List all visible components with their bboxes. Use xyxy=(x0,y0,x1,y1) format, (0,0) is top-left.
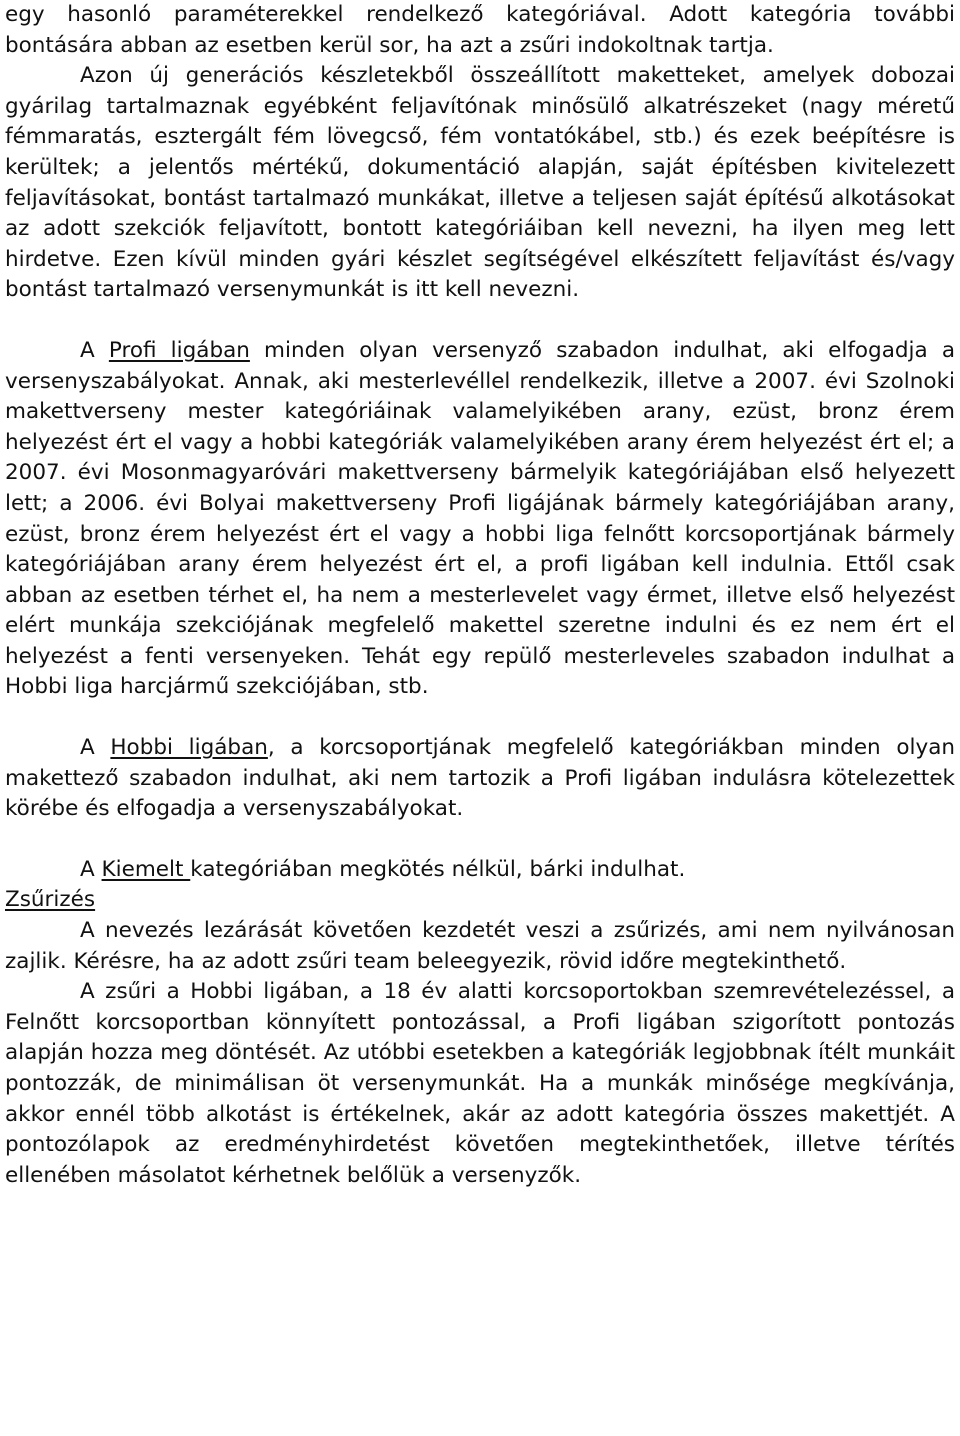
paragraph-category-split: egy hasonló paraméterekkel rendelkező kategóriával. Adott kategória további bontására abban az esetben kerül sor, ha azt a zsűri indokoltnak tartja. xyxy=(5,2,955,58)
kiemelt-category-term: Kiemelt xyxy=(101,856,191,882)
paragraph-judging-start: A nevezés lezárását követően kezdetét veszi a zsűrizés, ami nem nyilvánosan zajlik. Kérésre, ha az adott zsűri team beleegyezik, rövid időre megtekinthető. xyxy=(5,918,955,974)
paragraph-judging-method: A zsűri a Hobbi ligában, a 18 év alatti korcsoportokban szemrevételezéssel, a Felnőtt korcsoportban könnyített pontozással, a Profi ligában szigorított pontozás alapján hozza meg döntését. Az utóbbi esetekben a kategóriák legjobbnak ítélt munkáit pontozzák, de minimálisan öt versenymunkát. Ha a munkák minősége megkívánja, akkor ennél több alkotást is értékelnek, akár az adott kategória összes makettjét. A pontozólapok az eredményhirdetést követően megtekinthetőek, illetve térítés ellenében másolatot kérhetnek belőlük a versenyzők. xyxy=(5,979,955,1188)
hobbi-league-term: Hobbi ligában xyxy=(110,735,268,761)
paragraph-new-generation-kits: Azon új generációs készletekből összeállított maketteket, amelyek dobozai gyárilag tartalmaznak egyébként feljavítónak minősülő alkatrészeket (nagy méretű fémmaratás, esztergált fém lövegcső, fém vontatókábel, stb.) és ezek beépítésre is kerültek; a jelentős mértékű, dokumentáció alapján, saját építésben kivitelezett feljavításokat, bontást tartalmazó munkákat, illetve a teljesen saját építésű alkotásokat az adott szekciók feljavított, bontott kategóriáiban kell nevezni, ha ilyen meg lett hirdetve. Ezen kívül minden gyári készlet segítségével elkészített feljavítást és/vagy bontást tartalmazó versenymunkát is itt kell nevezni. xyxy=(5,63,955,303)
paragraph-body: minden olyan versenyző szabadon indulhat, aki elfogadja a versenyszabályokat. Annak, aki mesterlevéllel rendelkezik, illetve a 2007. évi Szolnoki makettverseny mester kategóriáinak valamelyikében arany, ezüst, bronz érem helyezést ért el vagy a hobbi kategóriák valamelyikében arany érem helyezést ért el; a 2007. évi Mosonmagyaróvári makettverseny bármelyik kategóriájában első helyezett lett; a 2006. évi Bolyai makettverseny Profi ligájának bármely kategóriájában arany, ezüst, bronz érem helyezést ért el vagy a hobbi liga felnőtt korcsoportjának bármely kategóriájában arany érem helyezést ért el, a profi ligában kell indulnia. Ettől csak abban az esetben térhet el, ha nem a mesterlevelet vagy érmet, illetve első helyezést elért munkája szekciójának megfelelő makettel szeretne indulni és ez nem ért el helyezést a fenti versenyeken. Tehát egy repülő mesterleveles szabadon indulhat a Hobbi liga harcjármű szekciójában, stb. xyxy=(5,337,956,700)
section-heading-judging xyxy=(5,885,955,916)
paragraph-body: kategóriában megkötés nélkül, bárki indulhat. xyxy=(190,856,686,882)
paragraph-kiemelt-category xyxy=(5,855,955,886)
paragraph-prefix: A xyxy=(80,856,102,882)
document-page xyxy=(5,0,955,1191)
section-heading-text: Zsűrizés xyxy=(5,887,96,913)
paragraph-body: , a korcsoportjának megfelelő kategóriákban minden olyan makettező szabadon indulhat, aki nem tartozik a Profi ligában indulásra kötelezettek körébe és elfogadja a versenyszabályokat. xyxy=(5,735,955,822)
paragraph-prefix: A xyxy=(80,735,111,761)
profi-league-term: Profi ligában xyxy=(108,337,250,363)
paragraph-prefix: A xyxy=(80,337,109,363)
paragraph-hobbi-league xyxy=(5,733,955,825)
paragraph-profi-league xyxy=(5,336,955,703)
